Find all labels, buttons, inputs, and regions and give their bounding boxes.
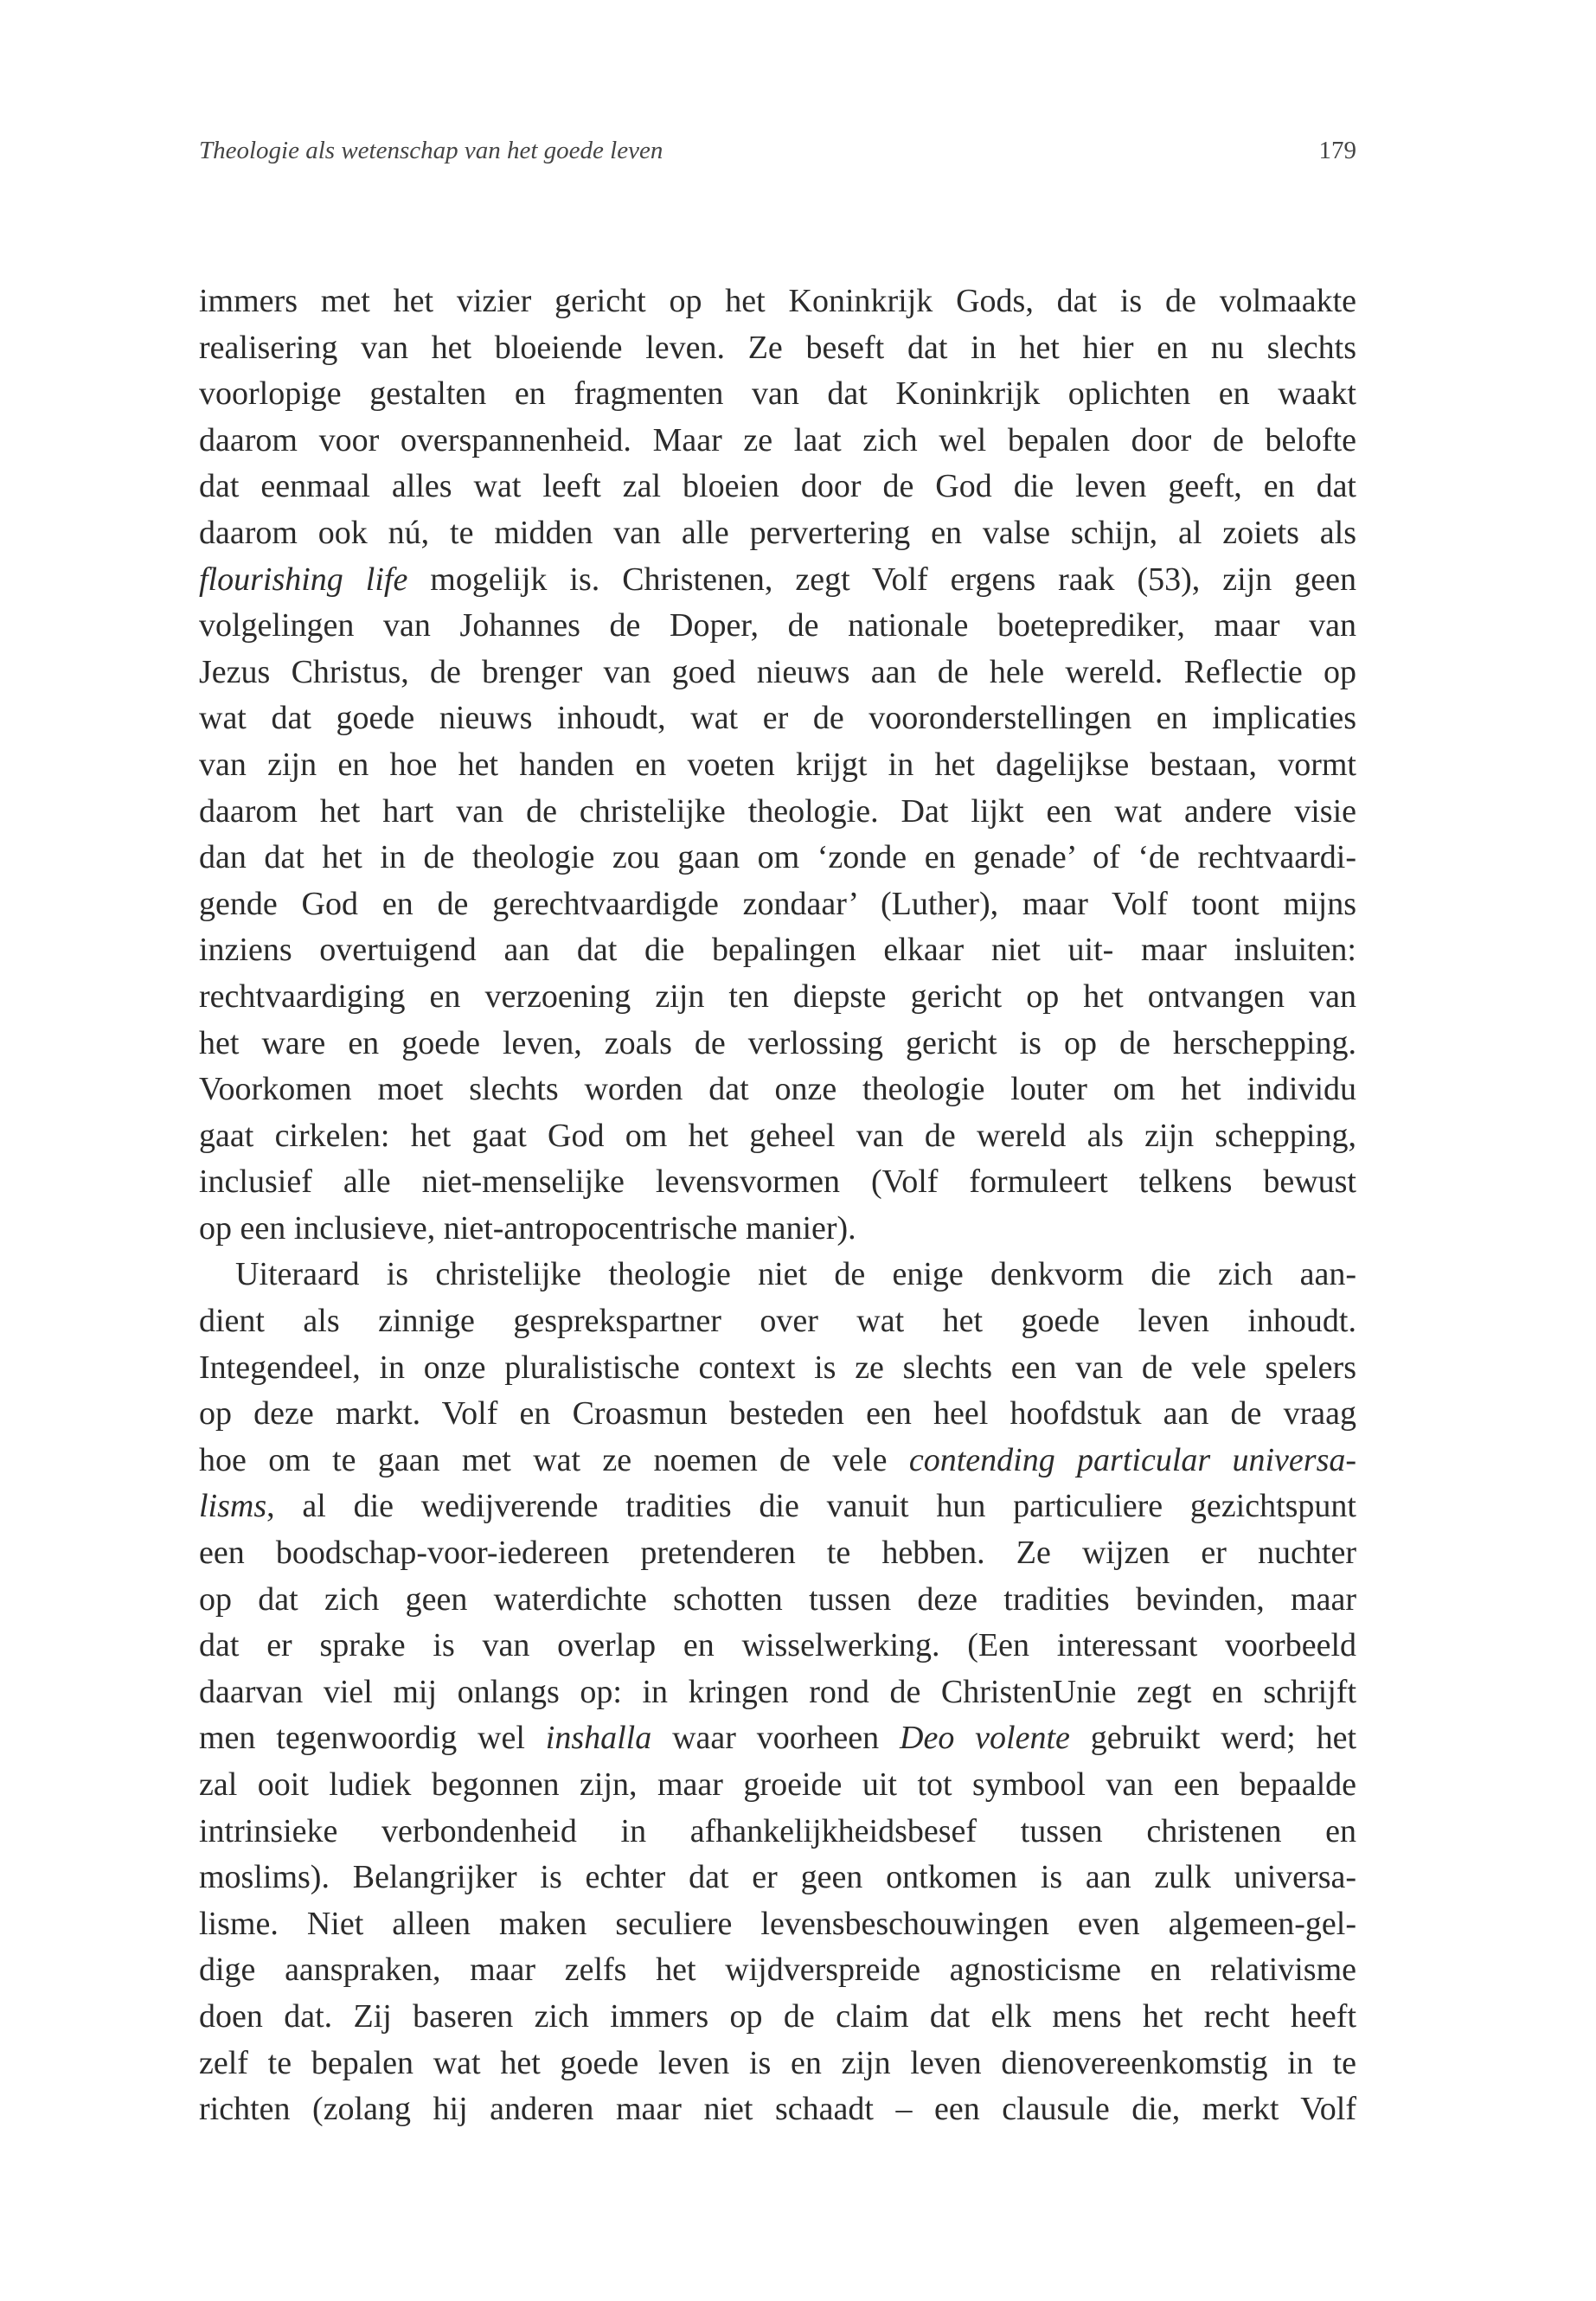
text-segment: waar voorheen	[651, 1720, 901, 1757]
text-line: lisme. Niet alleen maken seculiere levensbeschouwingen even algemeen-gel-	[199, 1905, 1356, 1942]
text-line	[199, 1438, 1356, 1484]
text-line: daarvan viel mij onlangs op: in kringen rond de ChristenUnie zegt en schrijft	[199, 1673, 1356, 1710]
text-line: immers met het vizier gericht op het Koninkrijk Gods, dat is de volmaakte	[199, 283, 1356, 319]
page-number: 179	[1318, 137, 1356, 164]
italic-phrase: flourishing life	[199, 561, 408, 598]
italic-phrase: contending particular universa-	[908, 1441, 1357, 1478]
italic-phrase: inshalla	[545, 1720, 652, 1757]
text-line: gaat cirkelen: het gaat God om het geheel van de wereld als zijn schepping,	[199, 1117, 1356, 1154]
text-segment: gebruikt werd; het	[1069, 1720, 1357, 1757]
text-segment: hoe om te gaan met wat ze noemen de vele	[199, 1441, 909, 1478]
text-line: op deze markt. Volf en Croasmun besteden een heel hoofdstuk aan de vraag	[199, 1395, 1356, 1433]
text-line	[199, 1484, 1356, 1530]
text-line: daarom het hart van de christelijke theologie. Dat lijkt een wat andere visie	[199, 792, 1356, 830]
text-line: Integendeel, in onze pluralistische context is ze slechts een van de vele spelers	[199, 1349, 1356, 1386]
text-line: dige aanspraken, maar zelfs het wijdverspreide agnosticisme en relativisme	[199, 1952, 1356, 1989]
text-line: zal ooit ludiek begonnen zijn, maar groeide uit tot symbool van een bepaalde	[199, 1766, 1356, 1803]
text-line: Voorkomen moet slechts worden dat onze theologie louter om het individu	[199, 1071, 1356, 1108]
text-line: inziens overtuigend aan dat die bepalingen elkaar niet uit- maar insluiten:	[199, 932, 1356, 969]
text-line: moslims). Belangrijker is echter dat er geen ontkomen is aan zulk universa-	[199, 1859, 1356, 1896]
text-line: op dat zich geen waterdichte schotten tussen deze tradities bevinden, maar	[199, 1580, 1356, 1618]
running-title: Theologie als wetenschap van het goede leven	[199, 137, 663, 164]
text-line: dan dat het in de theologie zou gaan om ‘zonde en genade’ of ‘de rechtvaardi-	[199, 839, 1356, 876]
text-line: realisering van het bloeiende leven. Ze beseft dat in het hier en nu slechts	[199, 329, 1356, 366]
text-segment: men tegenwoordig wel	[199, 1720, 546, 1757]
text-line: dat eenmaal alles wat leeft zal bloeien door de God die leven geeft, en dat	[199, 468, 1356, 505]
body-text	[199, 279, 1356, 2133]
text-line: dat er sprake is van overlap en wisselwerking. (Een interessant voorbeeld	[199, 1627, 1356, 1664]
text-line	[199, 557, 1356, 604]
text-segment: , al die wedijverende tradities die vanuit hun particuliere gezichtspunt	[266, 1488, 1356, 1525]
text-line: volgelingen van Johannes de Doper, de nationale boeteprediker, maar van	[199, 607, 1356, 644]
text-line: daarom ook nú, te midden van alle pervertering en valse schijn, al zoiets als	[199, 514, 1356, 551]
text-segment: mogelijk is. Christenen, zegt Volf ergens raak (53), zijn geen	[407, 561, 1356, 598]
text-line: intrinsieke verbondenheid in afhankelijkheidsbesef tussen christenen en	[199, 1812, 1356, 1849]
text-line	[199, 1715, 1356, 1762]
text-line: rechtvaardiging en verzoening zijn ten diepste gericht op het ontvangen van	[199, 977, 1356, 1015]
italic-phrase: lisms	[199, 1488, 267, 1525]
text-line: voorlopige gestalten en fragmenten van dat Koninkrijk oplichten en waakt	[199, 375, 1356, 413]
italic-phrase: Deo volente	[900, 1720, 1070, 1757]
text-line: dient als zinnige gesprekspartner over wat het goede leven inhoudt.	[199, 1303, 1356, 1340]
text-line: doen dat. Zij baseren zich immers op de claim dat elk mens het recht heeft	[199, 1997, 1356, 2035]
text-line: daarom voor overspannenheid. Maar ze laat zich wel bepalen door de belofte	[199, 421, 1356, 458]
text-line: van zijn en hoe het handen en voeten krijgt in het dagelijkse bestaan, vormt	[199, 746, 1356, 783]
text-line: zelf te bepalen wat het goede leven is en zijn leven dienovereenkomstig in te	[199, 2044, 1356, 2081]
text-line: Uiteraard is christelijke theologie niet de enige denkvorm die zich aan-	[235, 1256, 1356, 1293]
text-line: gende God en de gerechtvaardigde zondaar’ (Luther), maar Volf toont mijns	[199, 885, 1356, 922]
text-line: richten (zolang hij anderen maar niet schaadt – een clausule die, merkt Volf	[199, 2091, 1356, 2128]
text-line: het ware en goede leven, zoals de verlossing gericht is op de herschepping.	[199, 1024, 1356, 1061]
text-line: een boodschap-voor-iedereen pretenderen te hebben. Ze wijzen er nuchter	[199, 1535, 1356, 1572]
text-line: inclusief alle niet-menselijke levensvormen (Volf formuleert telkens bewust	[199, 1163, 1356, 1201]
text-line: op een inclusieve, niet-antropocentrische manier).	[199, 1209, 856, 1247]
text-line: Jezus Christus, de brenger van goed nieuws aan de hele wereld. Reflectie op	[199, 653, 1356, 690]
text-line: wat dat goede nieuws inhoudt, wat er de vooronderstellingen en implicaties	[199, 700, 1356, 737]
running-header	[199, 137, 1356, 171]
